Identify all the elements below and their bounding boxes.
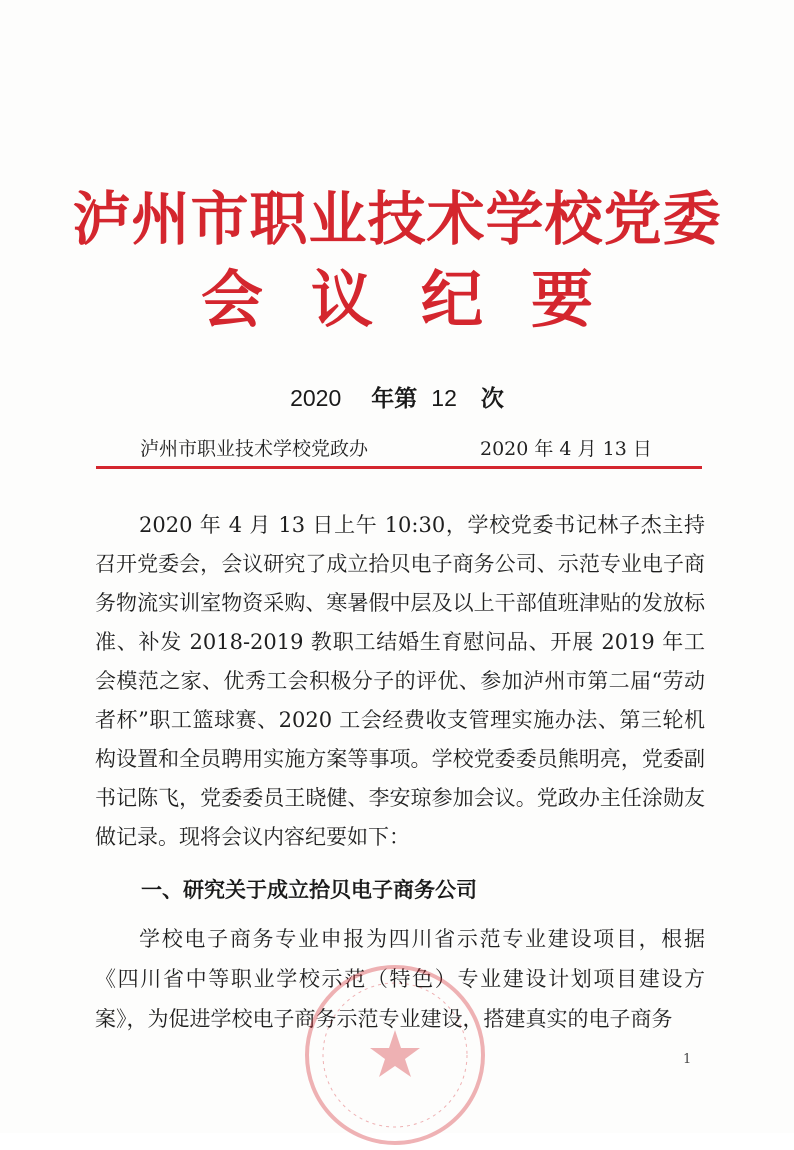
issue-year: 2020 bbox=[290, 385, 342, 411]
issuer-name: 泸州市职业技术学校党政办 bbox=[140, 438, 369, 460]
intro-paragraph: 2020 年 4 月 13 日上午 10:30，学校党委书记林子杰主持召开党委会，会议研究了成立拾贝电子商务公司、示范专业电子商务物流实训室物资采购、寒暑假中层及以上干部值班津贴的发放标准、补发 2018-2019 教职工结婚生育慰问品、开展 2019 年工会模范之家、优秀工会积极分子的评优、参加泸州市第二届“劳动者杯”职工篮球赛、2020 工会经费收支管理实施办法、第三轮机构设置和全员聘用实施方案等事项。学校党委委员熊明亮，党委副书记陈飞，党委委员王晓健、李安琼参加会议。党政办主任涂勋友做记录。现将会议内容纪要如下： bbox=[95, 513, 705, 849]
document-title-org: 泸州市职业技术学校党委 bbox=[72, 185, 722, 253]
issue-number: 12 bbox=[431, 385, 457, 411]
document-title-type: 会议纪要 bbox=[200, 263, 641, 336]
section-heading-1: 一、研究关于成立拾贝电子商务公司 bbox=[141, 878, 477, 902]
official-seal-stamp bbox=[300, 960, 490, 1150]
issue-suffix: 次 bbox=[480, 386, 504, 412]
issue-number-line bbox=[0, 383, 794, 414]
issue-date: 2020 年 4 月 13 日 bbox=[480, 438, 652, 460]
document-meta bbox=[140, 434, 700, 464]
page-number: 1 bbox=[683, 1052, 692, 1067]
section-1-paragraph: 学校电子商务专业申报为四川省示范专业建设项目，根据《四川省中等职业学校示范（特色）专业建设计划项目建设方案》，为促进学校电子商务示范专业建设，搭建真实的电子商务 bbox=[95, 927, 705, 1031]
issue-mid-text: 年第 bbox=[371, 386, 418, 412]
red-divider-line bbox=[96, 466, 702, 469]
